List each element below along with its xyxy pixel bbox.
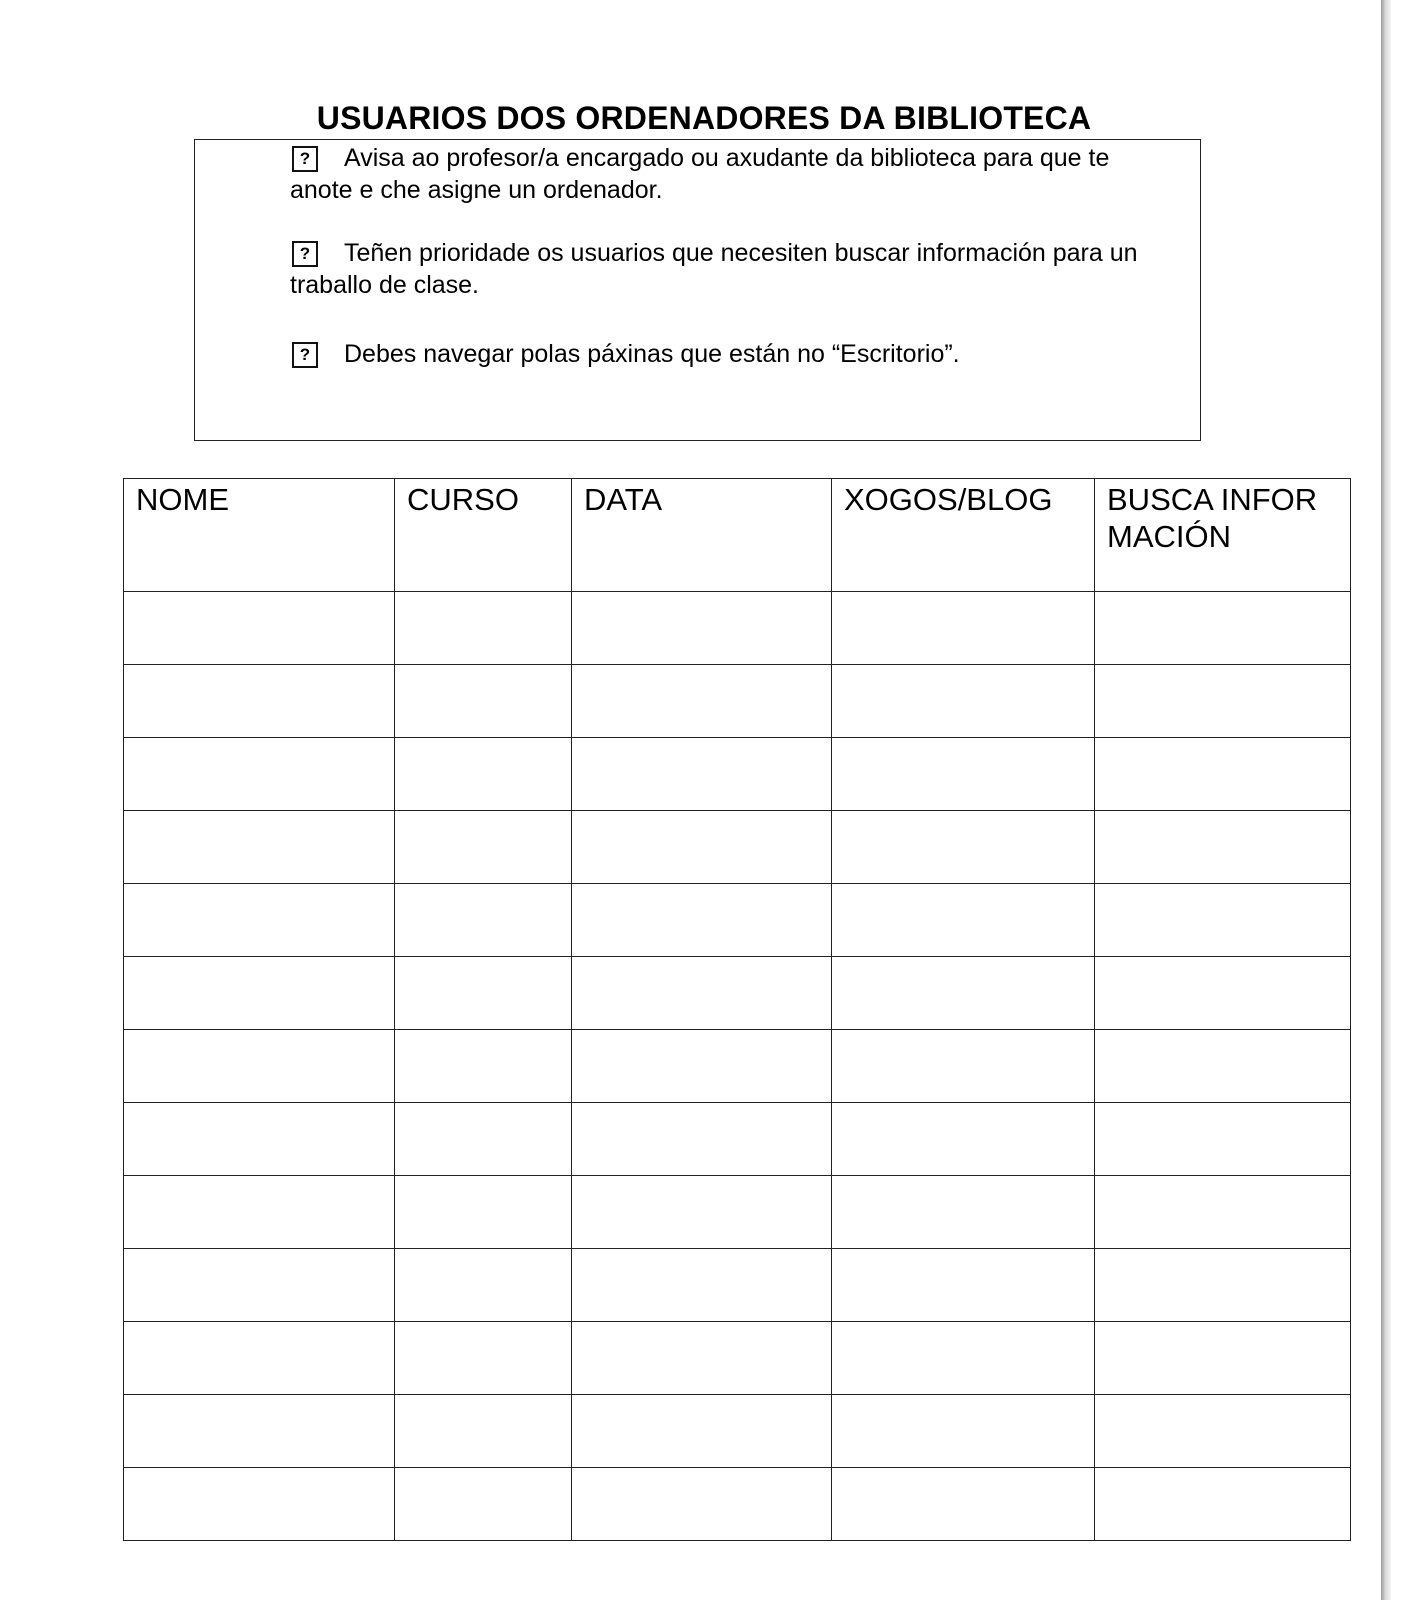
table-cell[interactable] <box>832 1322 1095 1395</box>
table-cell[interactable] <box>395 1322 572 1395</box>
table-header-row <box>124 479 1351 592</box>
table-cell[interactable] <box>832 1249 1095 1322</box>
table-cell[interactable] <box>1095 811 1351 884</box>
page-title: USUARIOS DOS ORDENADORES DA BIBLIOTECA <box>316 100 1092 136</box>
table-cell[interactable] <box>395 957 572 1030</box>
table-cell[interactable] <box>832 884 1095 957</box>
column-header-data: DATA <box>572 479 832 592</box>
table-cell[interactable] <box>395 592 572 665</box>
table-cell[interactable] <box>1095 1176 1351 1249</box>
table-cell[interactable] <box>572 884 832 957</box>
table-row <box>124 1176 1351 1249</box>
table-cell[interactable] <box>1095 957 1351 1030</box>
table-row <box>124 592 1351 665</box>
table-cell[interactable] <box>1095 592 1351 665</box>
table-cell[interactable] <box>395 1468 572 1541</box>
table-cell[interactable] <box>832 1468 1095 1541</box>
table-cell[interactable] <box>832 738 1095 811</box>
table-cell[interactable] <box>1095 1103 1351 1176</box>
table-cell[interactable] <box>124 738 395 811</box>
table-cell[interactable] <box>1095 1030 1351 1103</box>
table-cell[interactable] <box>572 1395 832 1468</box>
table-row <box>124 1322 1351 1395</box>
table-cell[interactable] <box>395 1103 572 1176</box>
table-cell[interactable] <box>124 592 395 665</box>
table-cell[interactable] <box>832 811 1095 884</box>
table-cell[interactable] <box>395 665 572 738</box>
table-cell[interactable] <box>832 665 1095 738</box>
table-row <box>124 811 1351 884</box>
table-row <box>124 738 1351 811</box>
question-box-icon: ? <box>292 342 318 368</box>
table-cell[interactable] <box>1095 1395 1351 1468</box>
column-header-nome: NOME <box>124 479 395 592</box>
rule-item <box>290 338 1170 370</box>
table-cell[interactable] <box>124 1030 395 1103</box>
table-cell[interactable] <box>1095 1468 1351 1541</box>
table-row <box>124 1249 1351 1322</box>
rule-text: Teñen prioridade os usuarios que necesiten buscar información para un traballo de clase. <box>290 239 1138 299</box>
table-cell[interactable] <box>832 1176 1095 1249</box>
table-cell[interactable] <box>572 1103 832 1176</box>
table-cell[interactable] <box>832 1103 1095 1176</box>
table-cell[interactable] <box>1095 884 1351 957</box>
table-cell[interactable] <box>395 1249 572 1322</box>
table-cell[interactable] <box>124 1249 395 1322</box>
rule-text: Avisa ao profesor/a encargado ou axudante da biblioteca para que te anote e che asigne un ordenador. <box>290 144 1110 204</box>
table-cell[interactable] <box>395 738 572 811</box>
table-row <box>124 665 1351 738</box>
table-cell[interactable] <box>124 665 395 738</box>
table-cell[interactable] <box>572 1176 832 1249</box>
table-cell[interactable] <box>1095 1322 1351 1395</box>
table-row <box>124 1103 1351 1176</box>
table-row <box>124 1030 1351 1103</box>
table-cell[interactable] <box>1095 738 1351 811</box>
table-cell[interactable] <box>124 1468 395 1541</box>
table-cell[interactable] <box>124 1176 395 1249</box>
page-edge-shadow <box>1381 0 1391 1600</box>
table-cell[interactable] <box>124 1395 395 1468</box>
table-row <box>124 1468 1351 1541</box>
table-row <box>124 1395 1351 1468</box>
table-cell[interactable] <box>124 1103 395 1176</box>
table-cell[interactable] <box>395 811 572 884</box>
table-cell[interactable] <box>1095 1249 1351 1322</box>
table-cell[interactable] <box>124 957 395 1030</box>
table-cell[interactable] <box>395 1176 572 1249</box>
column-header-xogos-blog: XOGOS/BLOG <box>832 479 1095 592</box>
table-cell[interactable] <box>395 1030 572 1103</box>
table-cell[interactable] <box>572 1322 832 1395</box>
rule-text: Debes navegar polas páxinas que están no “Escritorio”. <box>344 340 960 368</box>
table-cell[interactable] <box>832 592 1095 665</box>
register-table <box>123 478 1351 1541</box>
table-cell[interactable] <box>832 957 1095 1030</box>
table-cell[interactable] <box>572 665 832 738</box>
table-cell[interactable] <box>1095 665 1351 738</box>
table-cell[interactable] <box>572 957 832 1030</box>
table-cell[interactable] <box>124 811 395 884</box>
table-row <box>124 884 1351 957</box>
rule-item <box>290 237 1170 301</box>
table-cell[interactable] <box>572 1030 832 1103</box>
table-cell[interactable] <box>832 1395 1095 1468</box>
table-cell[interactable] <box>572 811 832 884</box>
table-cell[interactable] <box>124 1322 395 1395</box>
table-body <box>124 592 1351 1541</box>
column-header-curso: CURSO <box>395 479 572 592</box>
table-cell[interactable] <box>395 1395 572 1468</box>
table-cell[interactable] <box>572 738 832 811</box>
column-header-busca-informacion: BUSCA INFORMACIÓN <box>1095 479 1351 592</box>
table-cell[interactable] <box>572 1468 832 1541</box>
table-cell[interactable] <box>572 592 832 665</box>
table-row <box>124 957 1351 1030</box>
rules-box <box>194 139 1201 441</box>
question-box-icon: ? <box>292 241 318 267</box>
table-cell[interactable] <box>832 1030 1095 1103</box>
question-box-icon: ? <box>292 146 318 172</box>
table-cell[interactable] <box>124 884 395 957</box>
table-cell[interactable] <box>395 884 572 957</box>
rule-item <box>290 142 1170 206</box>
table-cell[interactable] <box>572 1249 832 1322</box>
